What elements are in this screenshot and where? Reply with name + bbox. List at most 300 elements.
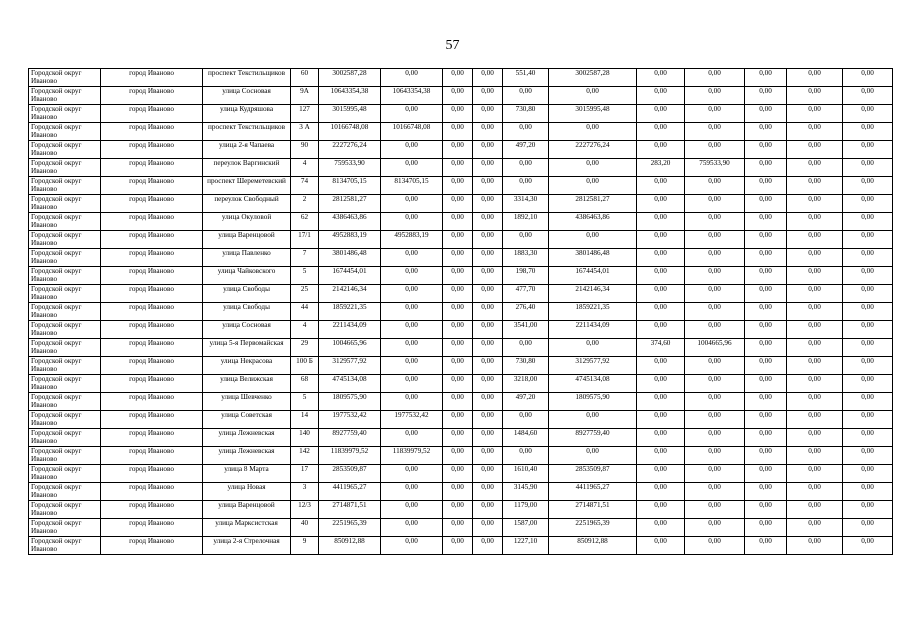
- area-cell: 0,00: [637, 375, 685, 393]
- cost-cell: 0,00: [443, 447, 473, 465]
- area-cell: 1179,00: [503, 501, 549, 519]
- value-cell: 0,00: [787, 447, 843, 465]
- value-cell: 0,00: [843, 123, 893, 141]
- area-cell: 0,00: [637, 447, 685, 465]
- house-cell: 4: [291, 159, 319, 177]
- house-cell: 140: [291, 429, 319, 447]
- total-cost-cell: 3129577,92: [319, 357, 381, 375]
- value-cell: 0,00: [843, 69, 893, 87]
- cost-cell: 0,00: [473, 429, 503, 447]
- cost-cell: 0,00: [443, 465, 473, 483]
- house-cell: 62: [291, 213, 319, 231]
- value-cell: 0,00: [787, 285, 843, 303]
- value-cell: 0,00: [745, 465, 787, 483]
- area-cell: 198,70: [503, 267, 549, 285]
- street-cell: переулок Варгинский: [203, 159, 291, 177]
- area-cell: 0,00: [637, 537, 685, 555]
- cost-cell: 0,00: [685, 375, 745, 393]
- cost-cell: 2853509,87: [549, 465, 637, 483]
- street-cell: улица Павленко: [203, 249, 291, 267]
- city-cell: город Иваново: [101, 195, 203, 213]
- cost-cell: 0,00: [685, 285, 745, 303]
- value-cell: 0,00: [745, 285, 787, 303]
- cost-cell: 0,00: [381, 537, 443, 555]
- total-cost-cell: 1977532,42: [319, 411, 381, 429]
- cost-cell: 0,00: [443, 519, 473, 537]
- value-cell: 0,00: [787, 105, 843, 123]
- municipality-cell: Городской округ Иваново: [29, 357, 101, 375]
- value-cell: 0,00: [787, 519, 843, 537]
- value-cell: 0,00: [843, 339, 893, 357]
- value-cell: 0,00: [843, 447, 893, 465]
- area-cell: 0,00: [637, 519, 685, 537]
- area-cell: 0,00: [637, 465, 685, 483]
- table-row: [29, 249, 893, 267]
- area-cell: 0,00: [637, 87, 685, 105]
- municipality-cell: Городской округ Иваново: [29, 429, 101, 447]
- house-cell: 3 А: [291, 123, 319, 141]
- cost-cell: 0,00: [549, 447, 637, 465]
- table-row: [29, 87, 893, 105]
- cost-cell: 1859221,35: [549, 303, 637, 321]
- table-row: [29, 141, 893, 159]
- city-cell: город Иваново: [101, 321, 203, 339]
- table-row: [29, 213, 893, 231]
- total-cost-cell: 2251965,39: [319, 519, 381, 537]
- cost-cell: 2227276,24: [549, 141, 637, 159]
- municipality-cell: Городской округ Иваново: [29, 447, 101, 465]
- city-cell: город Иваново: [101, 429, 203, 447]
- city-cell: город Иваново: [101, 339, 203, 357]
- total-cost-cell: 4386463,86: [319, 213, 381, 231]
- total-cost-cell: 2142146,34: [319, 285, 381, 303]
- table-row: [29, 411, 893, 429]
- house-cell: 142: [291, 447, 319, 465]
- house-cell: 17/1: [291, 231, 319, 249]
- value-cell: 0,00: [843, 159, 893, 177]
- total-cost-cell: 2714871,51: [319, 501, 381, 519]
- cost-cell: 0,00: [473, 411, 503, 429]
- area-cell: 3145,90: [503, 483, 549, 501]
- cost-cell: 0,00: [443, 87, 473, 105]
- cost-cell: 0,00: [685, 411, 745, 429]
- cost-cell: 8927759,40: [549, 429, 637, 447]
- area-cell: 0,00: [637, 105, 685, 123]
- municipality-cell: Городской округ Иваново: [29, 375, 101, 393]
- table-row: [29, 519, 893, 537]
- total-cost-cell: 4952883,19: [319, 231, 381, 249]
- house-cell: 60: [291, 69, 319, 87]
- value-cell: 0,00: [787, 339, 843, 357]
- total-cost-cell: 759533,90: [319, 159, 381, 177]
- area-cell: 0,00: [637, 393, 685, 411]
- value-cell: 0,00: [843, 177, 893, 195]
- value-cell: 0,00: [745, 357, 787, 375]
- house-cell: 40: [291, 519, 319, 537]
- cost-cell: 0,00: [549, 159, 637, 177]
- house-cell: 7: [291, 249, 319, 267]
- cost-cell: 0,00: [473, 105, 503, 123]
- municipality-cell: Городской округ Иваново: [29, 339, 101, 357]
- house-cell: 90: [291, 141, 319, 159]
- city-cell: город Иваново: [101, 483, 203, 501]
- city-cell: город Иваново: [101, 159, 203, 177]
- municipality-cell: Городской округ Иваново: [29, 213, 101, 231]
- area-cell: 0,00: [637, 429, 685, 447]
- street-cell: улица Лежневская: [203, 429, 291, 447]
- total-cost-cell: 1809575,90: [319, 393, 381, 411]
- value-cell: 0,00: [843, 267, 893, 285]
- city-cell: город Иваново: [101, 465, 203, 483]
- value-cell: 0,00: [787, 159, 843, 177]
- table-row: [29, 69, 893, 87]
- total-cost-cell: 8927759,40: [319, 429, 381, 447]
- value-cell: 0,00: [745, 519, 787, 537]
- cost-cell: 0,00: [685, 105, 745, 123]
- value-cell: 0,00: [787, 249, 843, 267]
- cost-cell: 0,00: [685, 303, 745, 321]
- area-cell: 0,00: [637, 249, 685, 267]
- municipality-cell: Городской округ Иваново: [29, 159, 101, 177]
- municipality-cell: Городской округ Иваново: [29, 321, 101, 339]
- area-cell: 1227,10: [503, 537, 549, 555]
- area-cell: 0,00: [503, 159, 549, 177]
- cost-cell: 0,00: [443, 195, 473, 213]
- cost-cell: 0,00: [381, 519, 443, 537]
- area-cell: 0,00: [503, 231, 549, 249]
- cost-cell: 0,00: [381, 321, 443, 339]
- area-cell: 374,60: [637, 339, 685, 357]
- street-cell: улица Новая: [203, 483, 291, 501]
- total-cost-cell: 2812581,27: [319, 195, 381, 213]
- cost-cell: 0,00: [473, 267, 503, 285]
- value-cell: 0,00: [745, 501, 787, 519]
- area-cell: 3218,00: [503, 375, 549, 393]
- value-cell: 0,00: [745, 303, 787, 321]
- total-cost-cell: 1859221,35: [319, 303, 381, 321]
- cost-cell: 8134705,15: [381, 177, 443, 195]
- cost-cell: 0,00: [549, 123, 637, 141]
- street-cell: улица Чайковского: [203, 267, 291, 285]
- table-row: [29, 429, 893, 447]
- value-cell: 0,00: [745, 393, 787, 411]
- city-cell: город Иваново: [101, 213, 203, 231]
- cost-cell: 0,00: [381, 267, 443, 285]
- table-body: [29, 69, 893, 555]
- cost-cell: 0,00: [473, 339, 503, 357]
- value-cell: 0,00: [745, 69, 787, 87]
- cost-cell: 0,00: [443, 123, 473, 141]
- cost-cell: 0,00: [443, 375, 473, 393]
- area-cell: 730,80: [503, 357, 549, 375]
- total-cost-cell: 3015995,48: [319, 105, 381, 123]
- cost-cell: 759533,90: [685, 159, 745, 177]
- municipality-cell: Городской округ Иваново: [29, 465, 101, 483]
- cost-cell: 0,00: [381, 213, 443, 231]
- street-cell: улица Свободы: [203, 303, 291, 321]
- area-cell: 0,00: [637, 177, 685, 195]
- area-cell: 0,00: [637, 69, 685, 87]
- street-cell: улица Окуловой: [203, 213, 291, 231]
- cost-cell: 0,00: [549, 411, 637, 429]
- city-cell: город Иваново: [101, 141, 203, 159]
- city-cell: город Иваново: [101, 357, 203, 375]
- street-cell: улица Сосновая: [203, 87, 291, 105]
- cost-cell: 0,00: [473, 465, 503, 483]
- street-cell: улица Шевченко: [203, 393, 291, 411]
- value-cell: 0,00: [843, 285, 893, 303]
- value-cell: 0,00: [787, 231, 843, 249]
- cost-cell: 0,00: [443, 501, 473, 519]
- data-table: [28, 68, 893, 555]
- total-cost-cell: 10643354,38: [319, 87, 381, 105]
- table-row: [29, 123, 893, 141]
- area-cell: 0,00: [637, 321, 685, 339]
- municipality-cell: Городской округ Иваново: [29, 501, 101, 519]
- cost-cell: 10643354,38: [381, 87, 443, 105]
- cost-cell: 0,00: [381, 429, 443, 447]
- value-cell: 0,00: [745, 213, 787, 231]
- total-cost-cell: 3801486,48: [319, 249, 381, 267]
- street-cell: улица 2-я Чапаева: [203, 141, 291, 159]
- value-cell: 0,00: [787, 321, 843, 339]
- total-cost-cell: 10166748,08: [319, 123, 381, 141]
- cost-cell: 4411965,27: [549, 483, 637, 501]
- house-cell: 127: [291, 105, 319, 123]
- table-row: [29, 195, 893, 213]
- value-cell: 0,00: [745, 177, 787, 195]
- value-cell: 0,00: [787, 213, 843, 231]
- cost-cell: 0,00: [685, 483, 745, 501]
- area-cell: 276,40: [503, 303, 549, 321]
- value-cell: 0,00: [787, 429, 843, 447]
- cost-cell: 1004665,96: [685, 339, 745, 357]
- area-cell: 0,00: [503, 123, 549, 141]
- table-row: [29, 501, 893, 519]
- cost-cell: 4745134,08: [549, 375, 637, 393]
- value-cell: 0,00: [745, 339, 787, 357]
- municipality-cell: Городской округ Иваново: [29, 483, 101, 501]
- cost-cell: 0,00: [473, 177, 503, 195]
- value-cell: 0,00: [745, 375, 787, 393]
- municipality-cell: Городской округ Иваново: [29, 105, 101, 123]
- area-cell: 0,00: [637, 123, 685, 141]
- area-cell: 551,40: [503, 69, 549, 87]
- cost-cell: 3129577,92: [549, 357, 637, 375]
- cost-cell: 0,00: [685, 177, 745, 195]
- street-cell: улица Кудряшова: [203, 105, 291, 123]
- cost-cell: 0,00: [381, 285, 443, 303]
- cost-cell: 0,00: [685, 321, 745, 339]
- cost-cell: 0,00: [473, 483, 503, 501]
- cost-cell: 0,00: [443, 105, 473, 123]
- area-cell: 0,00: [637, 195, 685, 213]
- house-cell: 5: [291, 267, 319, 285]
- house-cell: 25: [291, 285, 319, 303]
- house-cell: 29: [291, 339, 319, 357]
- area-cell: 0,00: [637, 501, 685, 519]
- value-cell: 0,00: [843, 141, 893, 159]
- house-cell: 3: [291, 483, 319, 501]
- cost-cell: 0,00: [381, 195, 443, 213]
- house-cell: 17: [291, 465, 319, 483]
- table-row: [29, 465, 893, 483]
- cost-cell: 0,00: [443, 213, 473, 231]
- city-cell: город Иваново: [101, 375, 203, 393]
- cost-cell: 0,00: [685, 357, 745, 375]
- value-cell: 0,00: [787, 123, 843, 141]
- cost-cell: 0,00: [381, 105, 443, 123]
- cost-cell: 3002587,28: [549, 69, 637, 87]
- area-cell: 0,00: [637, 357, 685, 375]
- city-cell: город Иваново: [101, 231, 203, 249]
- area-cell: 1587,00: [503, 519, 549, 537]
- area-cell: 1484,60: [503, 429, 549, 447]
- cost-cell: 0,00: [473, 303, 503, 321]
- municipality-cell: Городской округ Иваново: [29, 141, 101, 159]
- municipality-cell: Городской округ Иваново: [29, 195, 101, 213]
- cost-cell: 0,00: [473, 393, 503, 411]
- municipality-cell: Городской округ Иваново: [29, 177, 101, 195]
- cost-cell: 4952883,19: [381, 231, 443, 249]
- city-cell: город Иваново: [101, 249, 203, 267]
- cost-cell: 0,00: [443, 267, 473, 285]
- table-row: [29, 285, 893, 303]
- table-row: [29, 321, 893, 339]
- value-cell: 0,00: [843, 429, 893, 447]
- house-cell: 44: [291, 303, 319, 321]
- cost-cell: 0,00: [443, 339, 473, 357]
- total-cost-cell: 2853509,87: [319, 465, 381, 483]
- cost-cell: 0,00: [685, 87, 745, 105]
- total-cost-cell: 1674454,01: [319, 267, 381, 285]
- value-cell: 0,00: [787, 87, 843, 105]
- cost-cell: 0,00: [473, 501, 503, 519]
- value-cell: 0,00: [843, 303, 893, 321]
- value-cell: 0,00: [843, 537, 893, 555]
- cost-cell: 0,00: [473, 537, 503, 555]
- value-cell: 0,00: [843, 501, 893, 519]
- area-cell: 3314,30: [503, 195, 549, 213]
- cost-cell: 0,00: [685, 501, 745, 519]
- total-cost-cell: 2227276,24: [319, 141, 381, 159]
- table-row: [29, 267, 893, 285]
- total-cost-cell: 850912,88: [319, 537, 381, 555]
- cost-cell: 0,00: [381, 159, 443, 177]
- city-cell: город Иваново: [101, 123, 203, 141]
- cost-cell: 3015995,48: [549, 105, 637, 123]
- area-cell: 0,00: [637, 303, 685, 321]
- house-cell: 14: [291, 411, 319, 429]
- city-cell: город Иваново: [101, 177, 203, 195]
- cost-cell: 0,00: [685, 231, 745, 249]
- municipality-cell: Городской округ Иваново: [29, 123, 101, 141]
- street-cell: улица Варенцовой: [203, 231, 291, 249]
- cost-cell: 0,00: [443, 231, 473, 249]
- cost-cell: 0,00: [685, 429, 745, 447]
- cost-cell: 0,00: [473, 321, 503, 339]
- cost-cell: 0,00: [473, 159, 503, 177]
- cost-cell: 0,00: [685, 519, 745, 537]
- city-cell: город Иваново: [101, 447, 203, 465]
- cost-cell: 0,00: [549, 231, 637, 249]
- house-cell: 2: [291, 195, 319, 213]
- value-cell: 0,00: [787, 483, 843, 501]
- table-row: [29, 447, 893, 465]
- cost-cell: 0,00: [685, 465, 745, 483]
- street-cell: улица Велижская: [203, 375, 291, 393]
- cost-cell: 0,00: [443, 321, 473, 339]
- total-cost-cell: 3002587,28: [319, 69, 381, 87]
- area-cell: 0,00: [503, 447, 549, 465]
- cost-cell: 0,00: [549, 177, 637, 195]
- house-cell: 12/3: [291, 501, 319, 519]
- cost-cell: 0,00: [381, 357, 443, 375]
- municipality-cell: Городской округ Иваново: [29, 519, 101, 537]
- table-row: [29, 177, 893, 195]
- cost-cell: 0,00: [381, 393, 443, 411]
- cost-cell: 0,00: [443, 411, 473, 429]
- value-cell: 0,00: [745, 411, 787, 429]
- value-cell: 0,00: [745, 249, 787, 267]
- cost-cell: 0,00: [443, 69, 473, 87]
- city-cell: город Иваново: [101, 105, 203, 123]
- table-row: [29, 483, 893, 501]
- house-cell: 5: [291, 393, 319, 411]
- area-cell: 3541,00: [503, 321, 549, 339]
- value-cell: 0,00: [843, 249, 893, 267]
- cost-cell: 0,00: [443, 159, 473, 177]
- area-cell: 730,80: [503, 105, 549, 123]
- cost-cell: 0,00: [549, 87, 637, 105]
- city-cell: город Иваново: [101, 501, 203, 519]
- cost-cell: 2142146,34: [549, 285, 637, 303]
- table-row: [29, 339, 893, 357]
- cost-cell: 0,00: [443, 537, 473, 555]
- cost-cell: 0,00: [473, 123, 503, 141]
- value-cell: 0,00: [745, 159, 787, 177]
- house-cell: 100 Б: [291, 357, 319, 375]
- cost-cell: 4386463,86: [549, 213, 637, 231]
- value-cell: 0,00: [745, 105, 787, 123]
- street-cell: улица Свободы: [203, 285, 291, 303]
- street-cell: переулок Свободный: [203, 195, 291, 213]
- cost-cell: 0,00: [473, 141, 503, 159]
- total-cost-cell: 8134705,15: [319, 177, 381, 195]
- area-cell: 477,70: [503, 285, 549, 303]
- area-cell: 497,20: [503, 393, 549, 411]
- value-cell: 0,00: [745, 321, 787, 339]
- value-cell: 0,00: [745, 447, 787, 465]
- value-cell: 0,00: [745, 231, 787, 249]
- area-cell: 1610,40: [503, 465, 549, 483]
- cost-cell: 0,00: [473, 87, 503, 105]
- house-cell: 68: [291, 375, 319, 393]
- street-cell: улица Некрасова: [203, 357, 291, 375]
- cost-cell: 2251965,39: [549, 519, 637, 537]
- street-cell: улица 8 Марта: [203, 465, 291, 483]
- city-cell: город Иваново: [101, 69, 203, 87]
- value-cell: 0,00: [787, 267, 843, 285]
- value-cell: 0,00: [787, 501, 843, 519]
- area-cell: 0,00: [637, 411, 685, 429]
- cost-cell: 0,00: [473, 375, 503, 393]
- cost-cell: 0,00: [685, 537, 745, 555]
- cost-cell: 2714871,51: [549, 501, 637, 519]
- house-cell: 74: [291, 177, 319, 195]
- value-cell: 0,00: [745, 537, 787, 555]
- street-cell: проспект Шереметевский: [203, 177, 291, 195]
